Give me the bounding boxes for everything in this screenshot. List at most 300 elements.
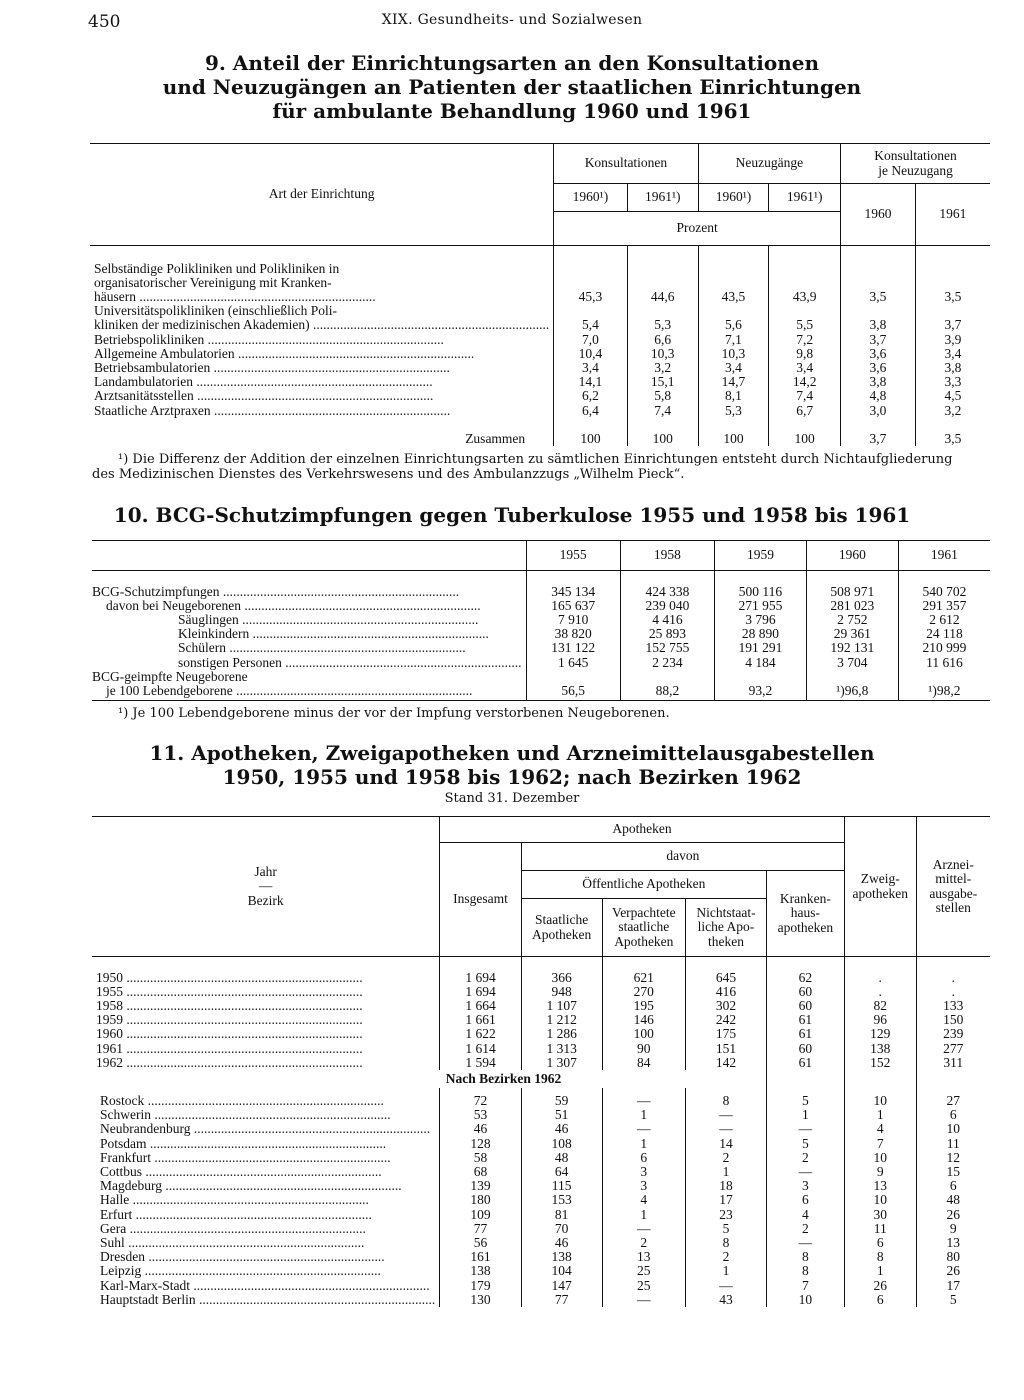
- table11-cell: 43: [686, 1293, 767, 1307]
- table11-cell: 139: [440, 1179, 522, 1193]
- table11-head-bezirk: Bezirk: [247, 892, 284, 908]
- table-row: [92, 613, 990, 627]
- table11-cell: 6: [844, 1236, 916, 1250]
- table-row: [92, 1165, 990, 1179]
- table11-cell: 8: [686, 1094, 767, 1108]
- table11-cell: 7: [844, 1137, 916, 1151]
- table11-cell: 6: [916, 1179, 990, 1193]
- table9-head-year: 1960¹): [554, 184, 628, 212]
- table11-cell: 15: [916, 1165, 990, 1179]
- table11-cell: 46: [521, 1236, 602, 1250]
- table11-head-arznei-l2: mittel-: [935, 871, 972, 887]
- table9-cell: 6,2: [554, 389, 628, 403]
- table10-row-label: je 100 Lebendgeborene .....: [92, 684, 526, 698]
- table11-cell: 81: [521, 1208, 602, 1222]
- table11-cell: 2: [686, 1151, 767, 1165]
- table11-cell: 2: [766, 1222, 844, 1236]
- table-row: [90, 361, 990, 375]
- table10-cell: 345 134: [526, 585, 620, 599]
- table11-cell: 115: [521, 1179, 602, 1193]
- table11-cell: 14: [686, 1137, 767, 1151]
- table11-head-verpachtete: [602, 899, 686, 957]
- table9-total-cell: 100: [769, 432, 841, 446]
- table10-cell: 4 416: [620, 613, 714, 627]
- table11-cell: 80: [916, 1250, 990, 1264]
- table-row: [92, 1094, 990, 1108]
- table11-cell: 1: [602, 1108, 686, 1122]
- table-row: [90, 290, 990, 304]
- table11-cell: 150: [916, 1013, 990, 1027]
- table11-cell: —: [766, 1122, 844, 1136]
- table11-cell: —: [602, 1122, 686, 1136]
- table11-cell: 25: [602, 1279, 686, 1293]
- table-row: [92, 641, 990, 655]
- table9-total-cell: 100: [554, 432, 628, 446]
- table11-row-label: Magdeburg .....: [92, 1179, 440, 1193]
- table-row: [92, 1122, 990, 1136]
- table11-cell: 1 664: [440, 999, 522, 1013]
- table11-cell: 1: [602, 1208, 686, 1222]
- table11-cell: 26: [916, 1264, 990, 1278]
- table11-row-label: 1958 .....: [92, 999, 440, 1013]
- table11-cell: 96: [844, 1013, 916, 1027]
- table11-head-staatliche-l1: Staatliche: [535, 912, 589, 928]
- table9-cell: 15,1: [627, 375, 698, 389]
- table10-cell: 2 752: [806, 613, 898, 627]
- table9-cell: 10,3: [627, 347, 698, 361]
- table11-cell: 138: [844, 1042, 916, 1056]
- table9-total-cell: 100: [698, 432, 769, 446]
- table11-cell: 6: [602, 1151, 686, 1165]
- table9-cell: 3,4: [554, 361, 628, 375]
- table11-cell: 10: [844, 1151, 916, 1165]
- table11-cell: 1 622: [440, 1027, 522, 1041]
- table10-cell: 11 616: [898, 656, 990, 670]
- table11-cell: 4: [766, 1208, 844, 1222]
- table11-head-jahr: Jahr: [254, 864, 277, 880]
- table9-cell: 3,3: [915, 375, 990, 389]
- table10-row-label: Schülern .....: [92, 641, 526, 655]
- table11-cell: —: [686, 1108, 767, 1122]
- table11-cell: 242: [686, 1013, 767, 1027]
- table10-cell: ¹)98,2: [898, 684, 990, 698]
- table11-cell: 46: [440, 1122, 522, 1136]
- table9-head-art: Art der Einrichtung: [268, 186, 375, 202]
- table11-cell: 3: [602, 1165, 686, 1179]
- table11-row-label: Dresden .....: [92, 1250, 440, 1264]
- table11-head-verpachtete-l3: Apotheken: [614, 933, 674, 949]
- table9-cell: [627, 262, 698, 276]
- table11-cell: 1: [686, 1264, 767, 1278]
- table9-cell: 43,9: [769, 290, 841, 304]
- table11-row-label: 1950 .....: [92, 971, 440, 985]
- table9-title-line1: 9. Anteil der Einrichtungsarten an den Konsultationen: [204, 51, 820, 75]
- table11-cell: 48: [521, 1151, 602, 1165]
- table10-footnote: ¹) Je 100 Lebendgeborene minus der vor der Impfung verstorbenen Neugeborenen.: [118, 706, 670, 721]
- table-row: [92, 599, 990, 613]
- table-row: [92, 1250, 990, 1264]
- table11-cell: 10: [844, 1193, 916, 1207]
- table11-row-label: 1959 .....: [92, 1013, 440, 1027]
- table11-cell: 1 594: [440, 1056, 522, 1070]
- table11-row-label: Halle .....: [92, 1193, 440, 1207]
- table10-cell: 540 702: [898, 585, 990, 599]
- table11-cell: 5: [686, 1222, 767, 1236]
- table9-row-label: Betriebsambulatorien .....: [90, 361, 554, 375]
- running-head: XIX. Gesundheits- und Sozialwesen: [381, 12, 643, 28]
- table9-cell: 3,5: [841, 290, 916, 304]
- table11-row-label: Neubrandenburg .....: [92, 1122, 440, 1136]
- table11-cell: 60: [766, 999, 844, 1013]
- table9-cell: 4,8: [841, 389, 916, 403]
- table9-cell: 3,4: [769, 361, 841, 375]
- table9-cell: [915, 262, 990, 276]
- table9-title-line3: für ambulante Behandlung 1960 und 1961: [272, 99, 752, 123]
- table9-cell: 3,4: [915, 347, 990, 361]
- table11-row-label: 1962 .....: [92, 1056, 440, 1070]
- table9-head-kons-je-neuzugang: [841, 144, 990, 184]
- table11-cell: 104: [521, 1264, 602, 1278]
- table11-head-oeffentliche: Öffentliche Apotheken: [521, 871, 766, 899]
- table11-cell: 1 107: [521, 999, 602, 1013]
- table-row: [92, 585, 990, 599]
- table11-row-label: Rostock .....: [92, 1094, 440, 1108]
- table-row: [92, 1193, 990, 1207]
- table11-row-label: Leipzig .....: [92, 1264, 440, 1278]
- table9-cell: 6,4: [554, 404, 628, 418]
- table-row: [90, 276, 990, 290]
- table11-row-label: Karl-Marx-Stadt .....: [92, 1279, 440, 1293]
- table11-title-line2: 1950, 1955 und 1958 bis 1962; nach Bezirken 1962: [222, 765, 802, 789]
- table11-cell: 270: [602, 985, 686, 999]
- table9-cell: 6,6: [627, 333, 698, 347]
- table-row: [92, 1108, 990, 1122]
- table11-section-label: Nach Bezirken 1962: [445, 1070, 562, 1086]
- table-row: [92, 1013, 990, 1027]
- table11-cell: 175: [686, 1027, 767, 1041]
- table9-cell: 10,4: [554, 347, 628, 361]
- table11-cell: 645: [686, 971, 767, 985]
- table9-total-cell: 3,5: [915, 432, 990, 446]
- table11-cell: 90: [602, 1042, 686, 1056]
- table9-cell: 45,3: [554, 290, 628, 304]
- table11-cell: 6: [916, 1108, 990, 1122]
- table9-cell: 7,2: [769, 333, 841, 347]
- table11-cell: 2: [602, 1236, 686, 1250]
- table-row: [92, 1137, 990, 1151]
- table9-cell: 7,0: [554, 333, 628, 347]
- table11-head-zweig-l1: Zweig-: [860, 871, 900, 887]
- table9-row-label: Selbständige Polikliniken und Polikliniken in: [94, 261, 340, 276]
- table10-cell: 2 612: [898, 613, 990, 627]
- table11-cell: 56: [440, 1236, 522, 1250]
- table11-row-label: Schwerin .....: [92, 1108, 440, 1122]
- table11-cell: 138: [440, 1264, 522, 1278]
- table11-cell: 26: [916, 1208, 990, 1222]
- table10-cell: 4 184: [715, 656, 807, 670]
- table11-cell: .: [844, 985, 916, 999]
- table9-cell: 3,5: [915, 290, 990, 304]
- table11-cell: 4: [602, 1193, 686, 1207]
- table-row: [90, 262, 990, 276]
- table11-row-label: Hauptstadt Berlin .....: [92, 1293, 440, 1307]
- table11-head-nichtstaat-l3: theken: [707, 933, 744, 949]
- table11-cell: 10: [916, 1122, 990, 1136]
- table11-cell: 277: [916, 1042, 990, 1056]
- table11-cell: 5: [766, 1094, 844, 1108]
- table-row: [92, 1264, 990, 1278]
- table9-cell: 3,7: [841, 333, 916, 347]
- table11-head-insgesamt: Insgesamt: [440, 843, 522, 957]
- table11-cell: 4: [844, 1122, 916, 1136]
- table10-cell: 271 955: [715, 599, 807, 613]
- table11-row-label: 1955 .....: [92, 985, 440, 999]
- table10-cell: 3 796: [715, 613, 807, 627]
- table11-cell: 2: [766, 1151, 844, 1165]
- table11-cell: 195: [602, 999, 686, 1013]
- table11-cell: 58: [440, 1151, 522, 1165]
- table9-cell: 7,1: [698, 333, 769, 347]
- table-row: [92, 1151, 990, 1165]
- table11-cell: 1: [686, 1165, 767, 1179]
- table-row: [92, 1293, 990, 1307]
- table9-cell: 3,6: [841, 361, 916, 375]
- table9-cell: 5,8: [627, 389, 698, 403]
- table9-cell: 14,7: [698, 375, 769, 389]
- table9-head-prozent: Prozent: [554, 212, 841, 246]
- table11-cell: 1 694: [440, 971, 522, 985]
- table9-cell: 44,6: [627, 290, 698, 304]
- table11-cell: 82: [844, 999, 916, 1013]
- table-row: [90, 347, 990, 361]
- table9-cell: 3,8: [841, 318, 916, 332]
- table10-cell: 152 755: [620, 641, 714, 655]
- table10-row-label: Säuglingen .....: [92, 613, 526, 627]
- table10-head-year: 1960: [806, 541, 898, 571]
- table9-row-label: Staatliche Arztpraxen .....: [90, 404, 554, 418]
- table9-cell: 3,2: [627, 361, 698, 375]
- table11-cell: 152: [844, 1056, 916, 1070]
- table11-head-arznei-l4: stellen: [935, 899, 971, 915]
- table9-cell: 3,8: [915, 361, 990, 375]
- table11-cell: 1: [602, 1137, 686, 1151]
- table9-row-label: Universitätspolikliniken (einschließlich Poli-: [94, 304, 337, 319]
- table10-cell: 3 704: [806, 656, 898, 670]
- table11-cell: 1: [844, 1108, 916, 1122]
- table9-cell: 3,7: [915, 318, 990, 332]
- table11-cell: 72: [440, 1094, 522, 1108]
- table11-cell: 8: [844, 1250, 916, 1264]
- table11-row-label: Frankfurt .....: [92, 1151, 440, 1165]
- table11-cell: 13: [602, 1250, 686, 1264]
- table11-cell: 948: [521, 985, 602, 999]
- table10-head-year: 1961: [898, 541, 990, 571]
- table10-cell: 191 291: [715, 641, 807, 655]
- table9-head-konsultationen: Konsultationen: [554, 144, 699, 184]
- table10-head-year: 1959: [715, 541, 807, 571]
- table11-cell: 151: [686, 1042, 767, 1056]
- table9-cell: 5,3: [698, 404, 769, 418]
- table11-head-kranken-l2: haus-: [790, 905, 820, 921]
- table11-head-verpachtete-l2: staatliche: [618, 919, 670, 935]
- table11-cell: 8: [766, 1264, 844, 1278]
- table10-cell: [715, 670, 807, 684]
- table11-cell: —: [686, 1122, 767, 1136]
- table11-cell: 26: [844, 1279, 916, 1293]
- table11-cell: 10: [844, 1094, 916, 1108]
- table10-cell: 2 234: [620, 656, 714, 670]
- table9-total-row: [90, 432, 990, 446]
- table11-cell: 61: [766, 1027, 844, 1041]
- table9-cell: 5,4: [554, 318, 628, 332]
- table11-row-label: 1961 .....: [92, 1042, 440, 1056]
- table11-cell: 138: [521, 1250, 602, 1264]
- table9-head-neuzugaenge: Neuzugänge: [698, 144, 840, 184]
- table11-row-label: 1960 .....: [92, 1027, 440, 1041]
- table-row: [92, 1042, 990, 1056]
- table9-head-kpn-line2: je Neuzugang: [878, 162, 953, 178]
- table11-cell: 60: [766, 1042, 844, 1056]
- table11: [92, 816, 990, 1307]
- table10-row-label: BCG-geimpfte Neugeborene: [92, 669, 248, 684]
- table10-cell: 500 116: [715, 585, 807, 599]
- table9-cell: 5,3: [627, 318, 698, 332]
- table11-head-staatliche-l2: Apotheken: [532, 926, 592, 942]
- table11-head-arznei: [916, 817, 990, 957]
- table-row: [92, 1056, 990, 1070]
- table11-cell: 61: [766, 1013, 844, 1027]
- table-row: [92, 1279, 990, 1293]
- table9-cell: [698, 304, 769, 318]
- page-number: 450: [88, 12, 121, 32]
- table10-cell: 424 338: [620, 585, 714, 599]
- table11-cell: .: [916, 971, 990, 985]
- table11-head-davon: davon: [521, 843, 844, 871]
- table11-subtitle: Stand 31. Dezember: [444, 791, 580, 806]
- table10-cell: 165 637: [526, 599, 620, 613]
- table11-head-zweig-l2: apotheken: [852, 885, 908, 901]
- table10-cell: 56,5: [526, 684, 620, 698]
- table9-footnote-line2: des Medizinischen Dienstes des Verkehrswesens und des Ambulanzzugs „Wilhelm Pieck“.: [92, 467, 685, 482]
- table-row: [90, 375, 990, 389]
- table9-cell: 3,8: [841, 375, 916, 389]
- table11-cell: 5: [916, 1293, 990, 1307]
- table9-cell: [841, 276, 916, 290]
- table9-cell: 3,6: [841, 347, 916, 361]
- table9-cell: [554, 304, 628, 318]
- table11-cell: .: [844, 971, 916, 985]
- table9-cell: [915, 304, 990, 318]
- table11-head-kranken-l1: Kranken-: [779, 891, 831, 907]
- table10-cell: [526, 670, 620, 684]
- table9-cell: 43,5: [698, 290, 769, 304]
- table-row: [92, 684, 990, 698]
- table-row: [90, 404, 990, 418]
- table11-cell: 108: [521, 1137, 602, 1151]
- table11-cell: 17: [686, 1193, 767, 1207]
- table9-cell: 3,4: [698, 361, 769, 375]
- table11-cell: 2: [686, 1250, 767, 1264]
- table11-cell: 1 614: [440, 1042, 522, 1056]
- table11-row-label: Potsdam .....: [92, 1137, 440, 1151]
- table11-cell: 1 694: [440, 985, 522, 999]
- table11-cell: 84: [602, 1056, 686, 1070]
- table-row: [90, 333, 990, 347]
- table9-cell: 7,4: [627, 404, 698, 418]
- table11-cell: 61: [766, 1056, 844, 1070]
- table9: [90, 143, 990, 446]
- table11-head-kranken-l3: apotheken: [777, 919, 834, 935]
- table10-cell: 192 131: [806, 641, 898, 655]
- table10-cell: 24 118: [898, 627, 990, 641]
- table11-cell: —: [602, 1222, 686, 1236]
- table11-cell: 53: [440, 1108, 522, 1122]
- table9-cell: [915, 276, 990, 290]
- table11-cell: 23: [686, 1208, 767, 1222]
- table9-cell: 8,1: [698, 389, 769, 403]
- table10-cell: 38 820: [526, 627, 620, 641]
- table-row: [92, 1027, 990, 1041]
- table11-head-jahr-bezirk: [92, 817, 440, 957]
- table11-cell: 48: [916, 1193, 990, 1207]
- table11-row-label: Suhl .....: [92, 1236, 440, 1250]
- table10-cell: 1 645: [526, 656, 620, 670]
- table10-head-year: 1958: [620, 541, 714, 571]
- table9-cell: [554, 276, 628, 290]
- table10-head-year: 1955: [526, 541, 620, 571]
- table11-cell: 153: [521, 1193, 602, 1207]
- table9-row-label: kliniken der medizinischen Akademien) .....: [90, 318, 554, 332]
- table9-cell: 3,2: [915, 404, 990, 418]
- table10-cell: 131 122: [526, 641, 620, 655]
- table11-cell: 129: [844, 1027, 916, 1041]
- table9-row-label: Landambulatorien .....: [90, 375, 554, 389]
- table11-cell: 109: [440, 1208, 522, 1222]
- table10-cell: 93,2: [715, 684, 807, 698]
- table9-cell: 5,6: [698, 318, 769, 332]
- table9-cell: [698, 262, 769, 276]
- table11-head-arznei-l3: ausgabe-: [929, 885, 978, 901]
- table9-row-label: Arztsanitätsstellen .....: [90, 389, 554, 403]
- table10-cell: 88,2: [620, 684, 714, 698]
- table11-cell: 51: [521, 1108, 602, 1122]
- table11-head-nichtstaat-l2: liche Apo-: [697, 919, 755, 935]
- table11-head-staatliche: [521, 899, 602, 957]
- table11-cell: 161: [440, 1250, 522, 1264]
- table9-cell: 4,5: [915, 389, 990, 403]
- table-row: [92, 1179, 990, 1193]
- table11-cell: 13: [916, 1236, 990, 1250]
- table11-cell: 62: [766, 971, 844, 985]
- table11-cell: 5: [766, 1137, 844, 1151]
- table-row: [92, 1222, 990, 1236]
- table11-row-label: Cottbus .....: [92, 1165, 440, 1179]
- table11-cell: 9: [844, 1165, 916, 1179]
- table-row: [92, 971, 990, 985]
- table11-cell: —: [602, 1094, 686, 1108]
- table11-cell: 1 286: [521, 1027, 602, 1041]
- table11-cell: 147: [521, 1279, 602, 1293]
- table11-cell: 3: [766, 1179, 844, 1193]
- table10-cell: [620, 670, 714, 684]
- table11-cell: 146: [602, 1013, 686, 1027]
- table11-cell: 7: [766, 1279, 844, 1293]
- table11-row-label: Gera .....: [92, 1222, 440, 1236]
- table11-title-line1: 11. Apotheken, Zweigapotheken und Arzneimittelausgabestellen: [149, 741, 875, 765]
- table9-cell: [769, 304, 841, 318]
- table11-row-label: Erfurt .....: [92, 1208, 440, 1222]
- table11-cell: 9: [916, 1222, 990, 1236]
